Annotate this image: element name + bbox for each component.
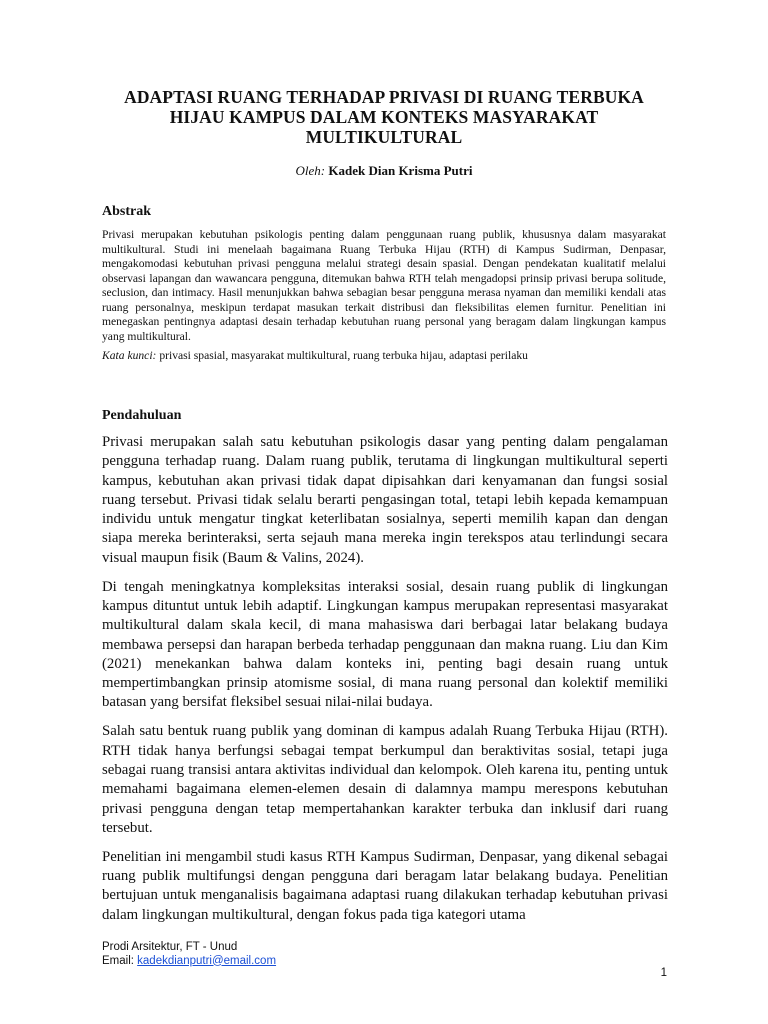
author-prefix: Oleh: [295, 163, 326, 178]
paragraph-3: Salah satu bentuk ruang publik yang dominan di kampus adalah Ruang Terbuka Hijau (RTH). RTH tidak hanya berfungsi sebagai tempat berkumpul dan beraktivitas sosial, tetapi juga sebagai ruang transisi antara aktivitas individual dan kelompok. Oleh karena itu, penting untuk memahami bagaimana elemen-elemen desain di dalamnya mampu merespons kebutuhan privasi pengguna dengan tetap mempertahankan karakter terbuka dan inklusif dari ruang tersebut. [102, 723, 668, 836]
body-text [102, 433, 668, 935]
author-line [90, 162, 678, 180]
paper-title [90, 87, 678, 147]
title-line-1: ADAPTASI RUANG TERHADAP PRIVASI DI RUANG TERBUKA [124, 87, 644, 107]
author-name: Kadek Dian Krisma Putri [328, 163, 473, 178]
footer-affiliation: Prodi Arsitektur, FT - Unud [102, 941, 238, 953]
footer-email-line [102, 955, 276, 969]
paragraph-4: Penelitian ini mengambil studi kasus RTH Kampus Sudirman, Denpasar, yang dikenal sebagai ruang publik multifungsi dengan pengguna dari beragam latar belakang budaya. Penelitian bertujuan untuk menganalisis bagaimana adaptasi ruang dilakukan terhadap kebutuhan privasi dalam lingkungan multikultural, dengan fokus pada tiga kategori utama [102, 848, 668, 923]
title-line-3: MULTIKULTURAL [305, 127, 463, 147]
footer-email-label: Email: [102, 954, 134, 967]
page-footer [102, 941, 276, 968]
paragraph-2: Di tengah meningkatnya kompleksitas interaksi sosial, desain ruang publik di lingkungan kampus dituntut untuk lebih adaptif. Lingkungan kampus merupakan representasi masyarakat multikultural dalam skala kecil, di mana mahasiswa dari berbagai latar belakang budaya membawa persepsi dan harapan berbeda terhadap penggunaan dan makna ruang. Liu dan Kim (2021) menekankan bahwa dalam konteks ini, penting bagi desain ruang untuk mempertimbangkan prinsip atomisme sosial, di mana ruang personal dan kolektif memiliki batasan yang bersifat fleksibel sesuai nilai-nilai budaya. [102, 578, 668, 711]
page-number: 1 [660, 967, 667, 979]
section-heading-pendahuluan: Pendahuluan [102, 408, 182, 423]
abstract-text: Privasi merupakan kebutuhan psikologis penting dalam penggunaan ruang publik, khususnya dalam masyarakat multikultural. Studi ini menelaah bagaimana Ruang Terbuka Hijau (RTH) di Kampus Sudirman, Denpasar, mengakomodasi kebutuhan privasi pengguna melalui strategi desain spasial. Dengan pendekatan kualitatif melalui observasi lapangan dan wawancara pengguna, ditemukan bahwa RTH telah mengadopsi prinsip privasi berupa solitude, seclusion, dan intimacy. Hasil menunjukkan bahwa sebagian besar pengguna merasa nyaman dan memiliki kendali atas ruang personalnya, meskipun terdapat masukan terkait distribusi dan fleksibilitas elemen furnitur. Penelitian ini menegaskan pentingnya adaptasi desain terhadap kebutuhan ruang personal yang beragam dalam lingkungan kampus yang multikultural. [102, 228, 666, 343]
keywords-line [102, 349, 682, 364]
keywords-label: Kata kunci: [102, 349, 157, 362]
keywords-text: privasi spasial, masyarakat multikultural, ruang terbuka hijau, adaptasi perilaku [159, 349, 528, 362]
abstract-heading: Abstrak [102, 204, 152, 219]
paragraph-1: Privasi merupakan salah satu kebutuhan psikologis dasar yang penting dalam pengalaman pengguna terhadap ruang. Dalam ruang publik, terutama di lingkungan multikultural seperti kampus, kebutuhan akan privasi tidak dapat dipisahkan dari kenyamanan dan fungsi sosial ruang tersebut. Privasi tidak selalu berarti pengasingan total, tetapi lebih kepada kemampuan individu untuk mengatur tingkat keterlibatan sosialnya, seperti memilih kapan dan dengan siapa mereka berinteraksi, serta sejauh mana mereka ingin terekspos atau terlindungi secara visual maupun fisik (Baum & Valins, 2024). [102, 434, 668, 566]
footer-email-link[interactable]: kadekdianputri@email.com [137, 954, 277, 967]
title-line-2: HIJAU KAMPUS DALAM KONTEKS MASYARAKAT [169, 107, 599, 127]
